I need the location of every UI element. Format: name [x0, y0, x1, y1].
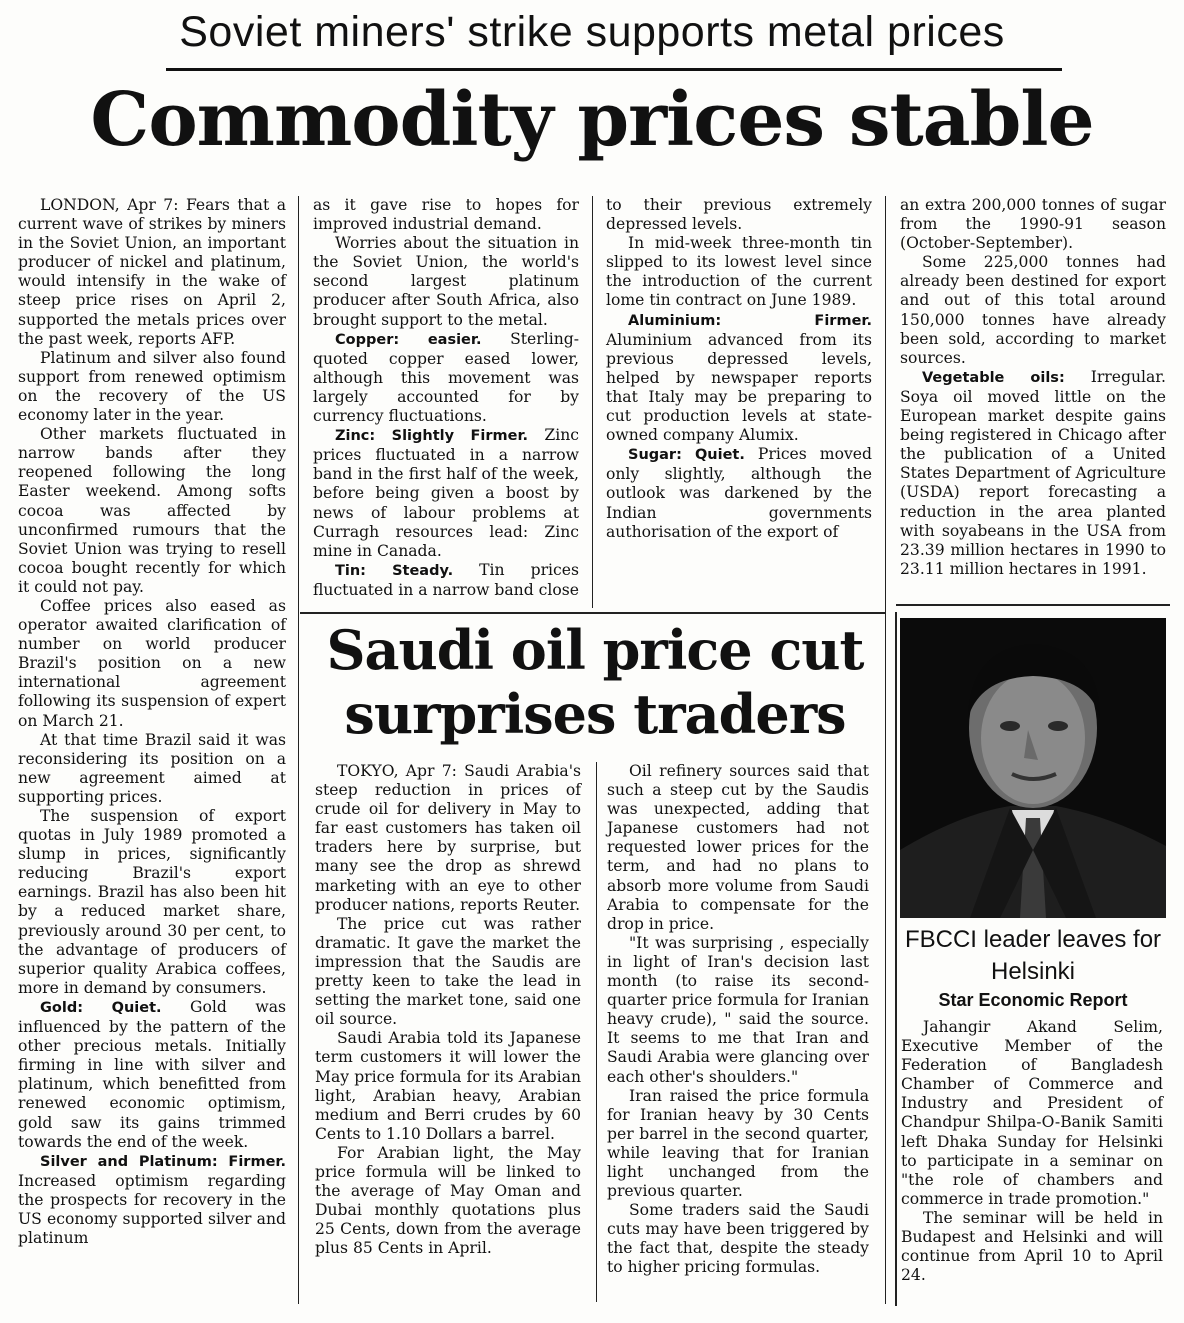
article-paragraph: Other markets fluctuated in narrow bands after they reopened following the long Easter weekend. Among softs cocoa was affected by unconfirmed rumours that the Soviet Union was trying to resell cocoa bought recently for which it could not pay. [18, 425, 286, 596]
column-rule [885, 196, 886, 1304]
main-story-column-4 [900, 196, 1166, 579]
portrait-illustration [900, 618, 1166, 918]
article-paragraph: Worries about the situation in the Soviet Union, the world's second largest platinum producer after South Africa, also brought support to the metal. [313, 234, 579, 329]
column-rule [298, 196, 299, 1304]
article-paragraph: as it gave rise to hopes for improved industrial demand. [313, 196, 579, 234]
article-paragraph: At that time Brazil said it was reconsidering its position on a new agreement aimed at supporting prices. [18, 730, 286, 806]
article-paragraph: Platinum and silver also found support from renewed optimism on the recovery of the US economy later in the year. [18, 348, 286, 425]
fbcci-byline: Star Economic Report [938, 990, 1128, 1010]
article-paragraph: For Arabian light, the May price formula will be linked to the average of May Oman and Dubai monthly quotations plus 25 Cents, down from the average plus 85 Cents in April. [315, 1143, 581, 1258]
article-paragraph: Tin: Steady. Tin prices fluctuated in a narrow band close [313, 560, 579, 599]
article-paragraph: Aluminium: Firmer. Aluminium advanced from its previous depressed levels, helped by newspaper reports that Italy may be preparing to cut production levels at state-owned company Alumix. [606, 312, 872, 445]
article-paragraph: Jahangir Akand Selim, Executive Member of the Federation of Bangladesh Chamber of Commerce and Industry and President of Chandpur Shilpa-O-Banik Samiti left Dhaka Sunday for Helsinki to participate in a seminar on "the role of chambers and commerce in trade promotion." [901, 1018, 1163, 1208]
portrait-photo [900, 618, 1166, 918]
article-paragraph: Some 225,000 tonnes had already been destined for export and out of this total around 150,000 tonnes have already been sold, according to market sources. [900, 253, 1166, 367]
article-paragraph: Iran raised the price formula for Iranian heavy by 30 Cents per barrel in the second quarter, while leaving that for Iranian light unchanged from the previous quarter. [607, 1086, 869, 1201]
article-paragraph: Sugar: Quiet. Prices moved only slightly, although the outlook was darkened by the Indian governments authorisation of the export of [606, 445, 872, 541]
main-story-column-2 [313, 196, 579, 600]
main-story-column-3 [606, 196, 872, 542]
article-paragraph: Coffee prices also eased as operator awaited clarification of number on world producer Brazil's position on a new international agreement following its suspension of expert on March 21. [18, 596, 286, 730]
saudi-story-column-1 [315, 762, 581, 1258]
column-rule [592, 196, 593, 608]
fbcci-story-body [901, 1018, 1163, 1285]
article-paragraph: The suspension of export quotas in July 1989 promoted a slump in prices, significantly reducing Brazil's export earnings. Brazil has also been hit by a reduced market share, previously around 30 per cent, to the advantage of producers of superior quality Arabica coffees, more in demand by consumers. [18, 807, 286, 997]
kicker-headline: Soviet miners' strike supports metal prices [179, 8, 1005, 56]
article-paragraph: TOKYO, Apr 7: Saudi Arabia's steep reduction in prices of crude oil for delivery in May to far east customers has taken oil traders here by surprise, but many see the drop as shrewd marketing with an eye to other producer nations, reports Reuter. [315, 762, 581, 914]
article-paragraph: Silver and Platinum: Firmer. Increased optimism regarding the prospects for recovery in the US economy supported silver and platinum [18, 1153, 286, 1248]
saudi-story-headline: Saudi oil price cut surprises traders [326, 618, 864, 746]
column-rule [895, 612, 897, 1306]
article-paragraph: Zinc: Slightly Firmer. Zinc prices fluctuated in a narrow band in the first half of the week, before being given a boost by news of labour problems at Curragh resources lead: Zinc mine in Canada. [313, 426, 579, 560]
saudi-story-column-2 [607, 762, 869, 1278]
article-paragraph: Saudi Arabia told its Japanese term customers it will lower the May price formula for its Arabian light, Arabian heavy, Arabian medium and Berri crudes by 60 Cents to 1.10 Dollars a barrel. [315, 1029, 581, 1143]
article-paragraph: to their previous extremely depressed levels. [606, 196, 872, 234]
article-paragraph: Gold: Quiet. Gold was influenced by the pattern of the other precious metals. Initially firming in line with silver and platinum, which benefitted from renewed economic optimism, gold saw its gains trimmed towards the end of the week. [18, 997, 287, 1151]
section-divider [896, 604, 1170, 606]
article-paragraph: Vegetable oils: Irregular. Soya oil moved little on the European market despite gains being registered in Chicago after the publication of a United States Department of Agriculture (USDA) report forecasting a reduction in the area planted with soyabeans in the USA from 23.39 million hectares in 1990 to 23.11 million hectares in 1991. [900, 367, 1166, 578]
article-paragraph: "It was surprising , especially in light of Iran's decision last month (to raise its second-quarter price formula for Iranian heavy crude), " said the source. It seems to me that Iran and Saudi Arabia were glancing over each other's shoulders." [607, 933, 869, 1086]
main-story-column-1 [18, 196, 286, 1248]
article-paragraph: Some traders said the Saudi cuts may have been triggered by the fact that, despite the steady to higher pricing formulas. [607, 1201, 869, 1277]
article-paragraph: The seminar will be held in Budapest and Helsinki and will continue from April 10 to April 24. [901, 1208, 1163, 1285]
article-paragraph: Copper: easier. Sterling-quoted copper eased lower, although this movement was largely accounted for by currency fluctuations. [313, 329, 580, 426]
fbcci-headline: FBCCI leader leaves for Helsinki [904, 926, 1162, 985]
section-divider [300, 612, 886, 614]
article-paragraph: In mid-week three-month tin slipped to its lowest level since the introduction of the current lome tin contract on June 1989. [606, 234, 872, 310]
main-headline: Commodity prices stable [90, 77, 1094, 163]
article-paragraph: The price cut was rather dramatic. It gave the market the impression that the Saudis are pretty keen to take the lead in setting the market tone, said one oil source. [315, 914, 581, 1029]
column-rule [596, 762, 597, 1302]
article-paragraph: LONDON, Apr 7: Fears that a current wave of strikes by miners in the Soviet Union, an important producer of nickel and platinum, would intensify in the wake of steep price rises on April 2, supported the metals prices over the past week, reports AFP. [18, 196, 286, 348]
article-paragraph: Oil refinery sources said that such a steep cut by the Saudis was unexpected, adding that Japanese customers had not requested lower prices for the term, and had no plans to absorb more volume from Saudi Arabia to compensate for the drop in price. [607, 762, 869, 933]
article-paragraph: an extra 200,000 tonnes of sugar from the 1990-91 season (October-September). [900, 196, 1166, 253]
